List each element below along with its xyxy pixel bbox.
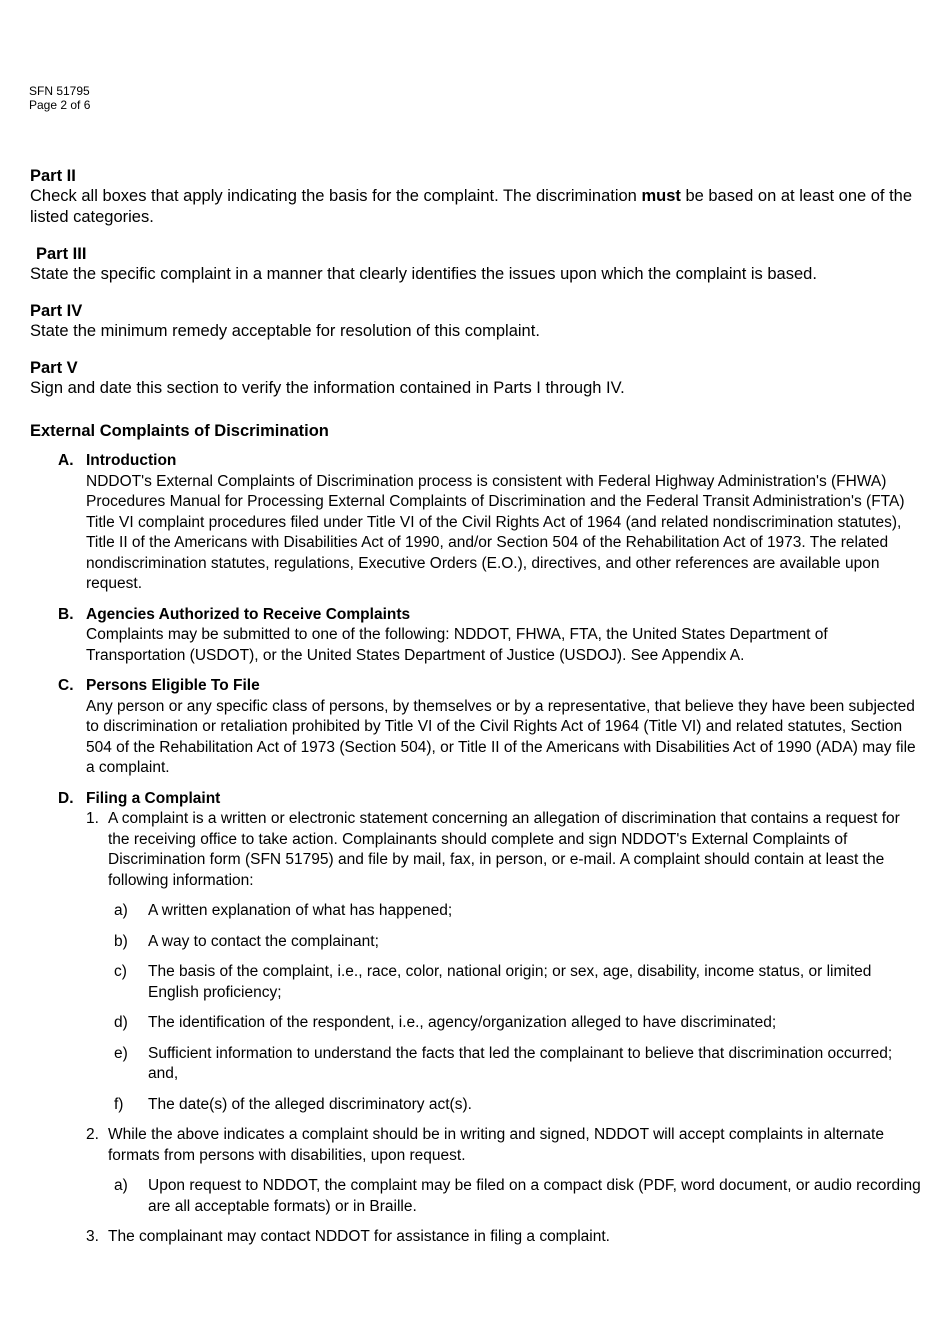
form-number: SFN 51795 (29, 84, 90, 98)
part-text: Sign and date this section to verify the information contained in Parts I through IV. (30, 379, 625, 397)
list-item (114, 1095, 922, 1116)
list-item (114, 932, 922, 953)
list-marker: d) (114, 1014, 128, 1031)
item-text: While the above indicates a complaint should be in writing and signed, NDDOT will accept complaints in alternate formats from persons with disabilities, upon request. (108, 1126, 884, 1164)
list-marker: a) (114, 902, 128, 919)
item-text: A complaint is a written or electronic statement concerning an allegation of discrimination that contains a request for the receiving office to take action. Complainants should complete and sign NDDOT's External Complaints of Discrimination form (SFN 51795) and file by mail, fax, in person, or e-mail. A complaint should contain at least the following information: (108, 810, 900, 889)
list-text: Sufficient information to understand the facts that led the complainant to believe that discrimination occurred; and, (148, 1044, 893, 1082)
list-text: Upon request to NDDOT, the complaint may be filed on a compact disk (PDF, word document, or audio recording are all acceptable formats) or in Braille. (148, 1177, 921, 1215)
numbered-item-2 (86, 1125, 922, 1217)
list-text: A way to contact the complainant; (148, 932, 379, 950)
part-title: Part II (30, 167, 76, 185)
part-text-segment: be based on at least one of the listed categories. (30, 187, 913, 226)
item-text: NDDOT's External Complaints of Discrimination process is consistent with Federal Highway Administration's (FHWA) Procedures Manual for Processing External Complaints of Discrimination and the Federal Transit Administration's (FTA) Title VI complaint procedures filed under Title VI of the Civil Rights Act of 1964 (and related nondiscrimination statutes), Title II of the Americans with Disabilities Act of 1990, and/or Section 504 of the Rehabilitation Act of 1973. The related nondiscrimination statutes, regulations, Executive Orders (E.O.), directives, and other references are available upon request. (86, 472, 905, 592)
list-text: The identification of the respondent, i.e., agency/organization alleged to have discriminated; (148, 1014, 777, 1031)
item-text: Any person or any specific class of persons, by themselves or by a representative, that believe they have been subjected to discrimination or retaliation prohibited by Title VI of the Civil Rights Act of 1964 (Title VI) and related statutes, Section 504 of the Rehabilitation Act of 1973 (Section 504), or Title II of the Americans with Disabilities Act of 1990 (ADA) may file a complaint. (86, 697, 916, 776)
part-iii (30, 244, 922, 285)
item-title: Agencies Authorized to Receive Complaints (86, 605, 411, 623)
page-header (29, 84, 90, 112)
document-body (30, 166, 922, 1258)
item-number: 3. (86, 1228, 99, 1245)
item-text: The complainant may contact NDDOT for assistance in filing a complaint. (108, 1228, 610, 1245)
item-number: 1. (86, 810, 99, 827)
part-text: State the specific complaint in a manner that clearly identifies the issues upon which the complaint is based. (30, 265, 817, 283)
item-number: 2. (86, 1126, 99, 1143)
numbered-item-1 (86, 809, 922, 1115)
section-item-c (30, 676, 922, 779)
section-item-d (30, 789, 922, 1248)
part-text: State the minimum remedy acceptable for resolution of this complaint. (30, 322, 540, 340)
page-number: Page 2 of 6 (29, 98, 91, 112)
part-ii (30, 166, 922, 228)
item-title: Persons Eligible To File (86, 677, 260, 694)
list-item (114, 1044, 922, 1085)
list-marker: e) (114, 1044, 128, 1062)
part-iv (30, 301, 922, 342)
list-text: A written explanation of what has happened; (148, 902, 453, 919)
list-item (114, 1176, 922, 1217)
part-title: Part V (30, 359, 78, 377)
list-marker: a) (114, 1177, 128, 1194)
item-title: Filing a Complaint (86, 789, 221, 807)
part-title: Part III (36, 245, 87, 263)
list-marker: b) (114, 932, 128, 950)
list-text: The date(s) of the alleged discriminatory act(s). (148, 1095, 472, 1113)
item-text: Complaints may be submitted to one of the following: NDDOT, FHWA, FTA, the United States Department of Transportation (USDOT), or the United States Department of Justice (USDOJ). See Appendix A. (86, 626, 828, 664)
item-letter: C. (58, 677, 74, 694)
list-marker: c) (114, 963, 127, 980)
part-title: Part IV (30, 302, 83, 320)
list-item (114, 901, 922, 922)
part-text-emphasis: must (641, 187, 681, 205)
part-text (30, 186, 922, 228)
list-text: The basis of the complaint, i.e., race, color, national origin; or sex, age, disability, income status, or limited English proficiency; (148, 963, 872, 1001)
part-text-segment: Check all boxes that apply indicating the basis for the complaint. The discrimination (30, 187, 642, 205)
item-letter: B. (58, 605, 74, 623)
part-v (30, 358, 922, 399)
list-marker: f) (114, 1095, 124, 1113)
item-letter: A. (58, 452, 74, 469)
item-title: Introduction (86, 452, 177, 469)
list-item (114, 962, 922, 1003)
section-title: External Complaints of Discrimination (30, 422, 329, 440)
list-item (114, 1013, 922, 1034)
numbered-item-3 (86, 1227, 922, 1248)
section-item-a (30, 451, 922, 595)
section-item-b (30, 605, 922, 667)
item-letter: D. (58, 789, 74, 807)
